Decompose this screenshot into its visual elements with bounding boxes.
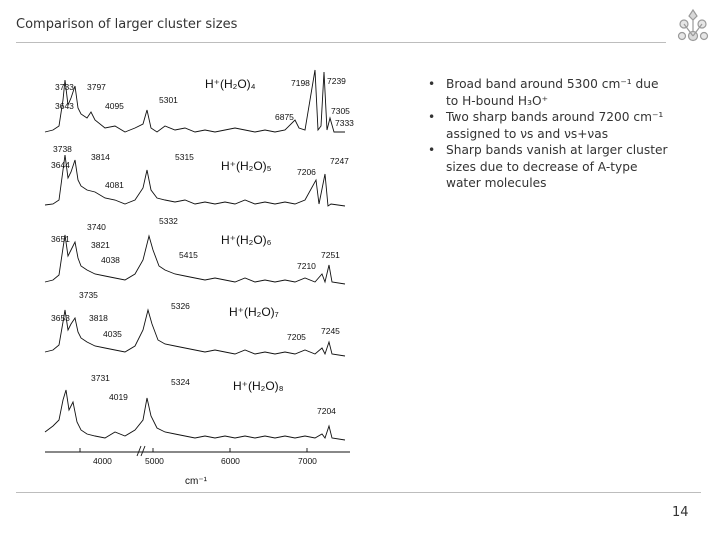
peak-label: 3821 xyxy=(91,240,110,250)
peak-label: 4081 xyxy=(105,180,124,190)
peak-label: 3731 xyxy=(91,373,110,383)
bullet-item xyxy=(428,109,668,142)
bullet-list xyxy=(428,76,668,192)
peak-label: 5324 xyxy=(171,377,190,387)
peak-label: 3738 xyxy=(53,144,72,154)
axis-break-mark xyxy=(137,446,141,456)
peak-label: 3797 xyxy=(87,82,106,92)
cluster-label-n6: H⁺(H₂O)₆ xyxy=(221,233,272,247)
bullet-dot: • xyxy=(428,110,436,124)
peak-label: 7251 xyxy=(321,250,340,260)
peak-label: 3740 xyxy=(87,222,106,232)
peak-label: 5315 xyxy=(175,152,194,162)
bullet-item xyxy=(428,76,668,109)
peak-label: 7204 xyxy=(317,406,336,416)
bullet-dot: • xyxy=(428,77,436,91)
title-divider xyxy=(16,42,666,43)
x-axis-unit: cm⁻¹ xyxy=(185,476,207,485)
bullet-item xyxy=(428,142,668,192)
bullet-text: Sharp bands vanish at larger cluster sizes due to decrease of A-type water molecules xyxy=(446,143,668,190)
peak-label: 7239 xyxy=(327,76,346,86)
x-tick-label: 4000 xyxy=(93,456,112,466)
peak-label: 3818 xyxy=(89,313,108,323)
x-tick-label: 7000 xyxy=(298,456,317,466)
peak-label: 7210 xyxy=(297,261,316,271)
slide-title: Comparison of larger cluster sizes xyxy=(16,17,238,32)
peak-label: 5415 xyxy=(179,250,198,260)
peak-label: 3643 xyxy=(55,101,74,111)
x-tick-label: 5000 xyxy=(145,456,164,466)
peak-label: 3814 xyxy=(91,152,110,162)
peak-label: 3653 xyxy=(51,313,70,323)
bullet-dot: • xyxy=(428,143,436,157)
peak-label: 3651 xyxy=(51,234,70,244)
peak-label: 4095 xyxy=(105,101,124,111)
peak-label: 7305 xyxy=(331,106,350,116)
peak-label: 7245 xyxy=(321,326,340,336)
peak-label: 7198 xyxy=(291,78,310,88)
conference-logo-icon xyxy=(674,6,712,46)
peak-label: 4035 xyxy=(103,329,122,339)
bullet-text: Broad band around 5300 cm⁻¹ due to H-bound H₃O⁺ xyxy=(446,77,659,108)
peak-label: 5332 xyxy=(159,216,178,226)
peak-label: 7205 xyxy=(287,332,306,342)
cluster-label-n4: H⁺(H₂O)₄ xyxy=(205,77,256,91)
cluster-label-n8: H⁺(H₂O)₈ xyxy=(233,379,284,393)
peak-label: 3735 xyxy=(79,290,98,300)
peak-label: 6875 xyxy=(275,112,294,122)
ir-spectra-figure xyxy=(25,60,370,485)
peak-label: 7247 xyxy=(330,156,349,166)
peak-label: 5326 xyxy=(171,301,190,311)
peak-label: 5301 xyxy=(159,95,178,105)
page-number: 14 xyxy=(672,505,689,520)
x-tick-label: 6000 xyxy=(221,456,240,466)
bullet-text: Two sharp bands around 7200 cm⁻¹ assigned to νs and νs+νas xyxy=(446,110,664,141)
peak-label: 7333 xyxy=(335,118,354,128)
peak-label: 7206 xyxy=(297,167,316,177)
peak-label: 4019 xyxy=(109,392,128,402)
spectrum-trace-n8 xyxy=(45,390,345,440)
peak-label: 3644 xyxy=(51,160,70,170)
footer-divider xyxy=(16,492,701,493)
cluster-label-n7: H⁺(H₂O)₇ xyxy=(229,305,279,319)
spectrum-trace-n5 xyxy=(45,155,345,206)
cluster-label-n5: H⁺(H₂O)₅ xyxy=(221,159,272,173)
peak-label: 4038 xyxy=(101,255,120,265)
peak-label: 3733 xyxy=(55,82,74,92)
